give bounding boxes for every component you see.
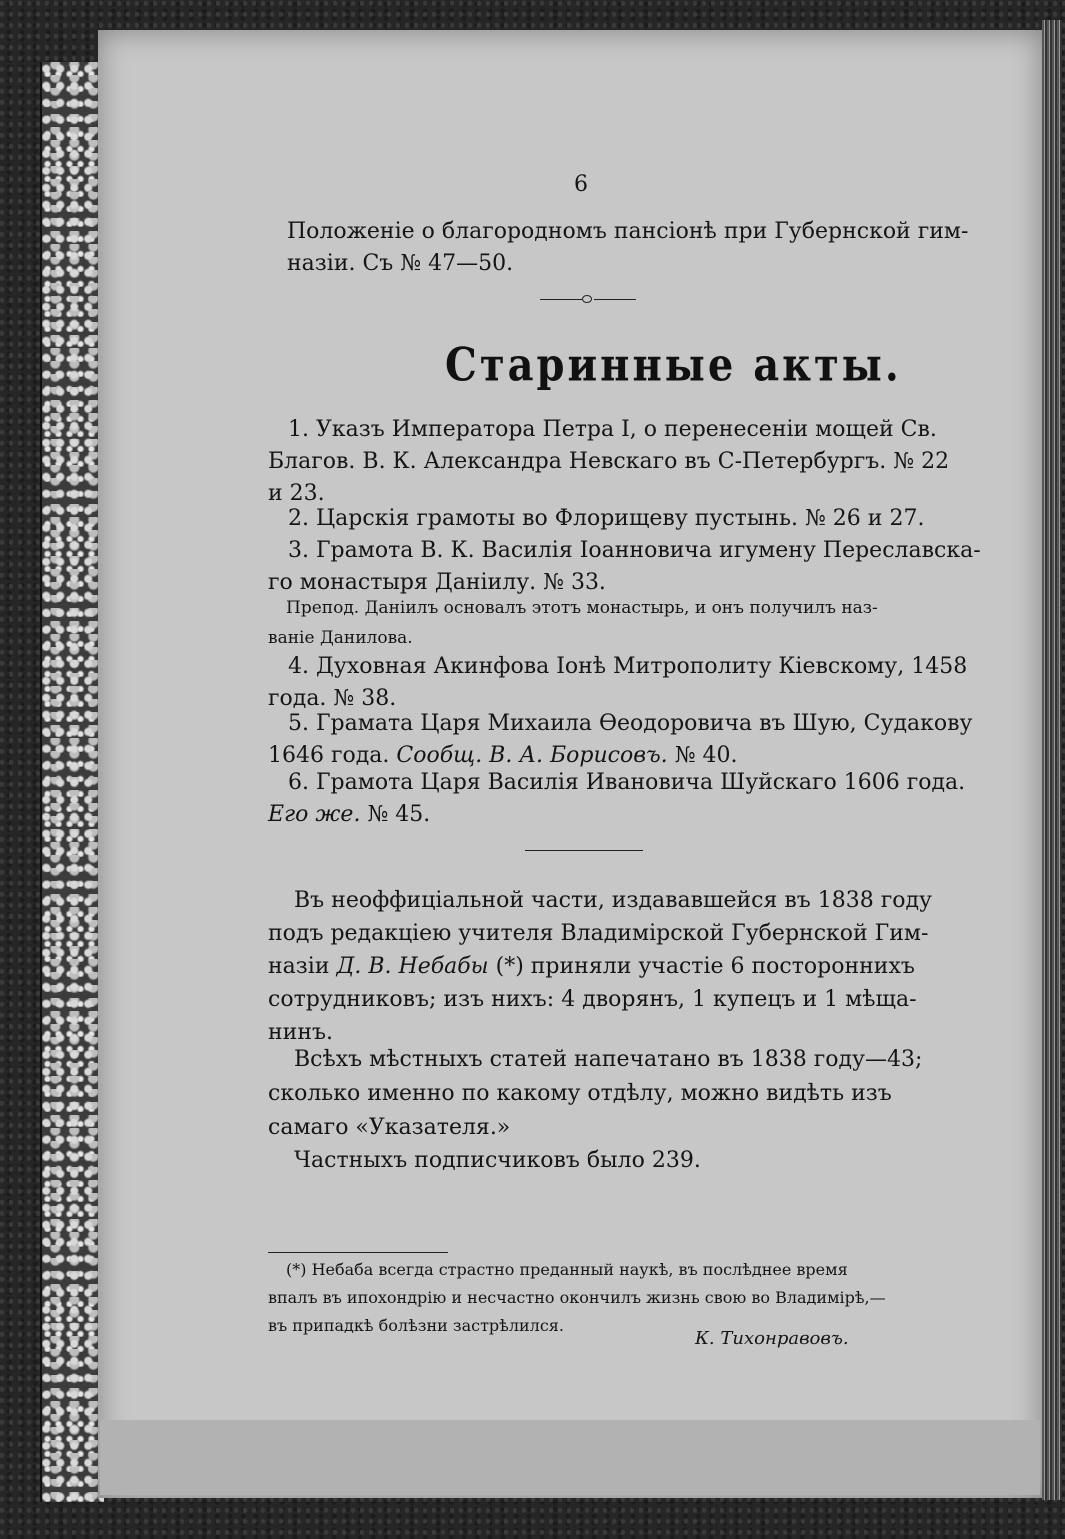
act-4-line-1: 4. Духовная Акинфова Іонѣ Митрополиту Кіевскому, 1458	[288, 654, 968, 679]
act-3-line-2: го монастыря Даніилу. № 33.	[268, 570, 606, 595]
act-6-line-1: 6. Грамота Царя Василія Ивановича Шуйскаго 1606 года.	[288, 770, 966, 795]
p1-line-3	[268, 950, 915, 983]
p1-line-4: сотрудниковъ; изъ нихъ: 4 дворянъ, 1 купецъ и 1 мѣща-	[268, 987, 917, 1012]
section-divider	[525, 850, 643, 851]
act-4	[268, 651, 968, 715]
act-2	[288, 503, 925, 535]
act-2-line-1: 2. Царскія грамоты во Флорищеву пустынь. № 26 и 27.	[288, 506, 925, 531]
act-3-line-1: 3. Грамота В. К. Василія Іоанновича игумену Переславска-	[288, 538, 981, 563]
act-6-source: Его же.	[268, 802, 361, 827]
p2-line-2: сколько именно по какому отдѣлу, можно видѣть изъ	[268, 1081, 892, 1106]
footnote-line-3: въ припадкѣ болѣзни застрѣлился.	[268, 1316, 564, 1335]
act-1-line-2: Благов. В. К. Александра Невскаго въ С-Петербургъ. № 22	[268, 449, 950, 474]
underlying-page	[100, 1420, 1040, 1495]
page-stack-edge	[1042, 20, 1062, 1500]
act-3-note-line-1: Препод. Даніилъ основалъ этотъ монастырь, и онъ получилъ наз-	[286, 598, 878, 618]
body-paragraph-2	[268, 1043, 923, 1145]
footnote-rule	[268, 1252, 448, 1253]
signature: К. Тихонравовъ.	[695, 1328, 849, 1349]
act-5	[268, 708, 973, 772]
act-4-line-2: года. № 38.	[268, 686, 397, 711]
act-3	[268, 535, 981, 599]
intro-line-1: Положеніе о благородномъ пансіонѣ при Губернской гим-	[287, 219, 969, 244]
act-6	[268, 767, 966, 831]
act-5-source: Сообщ. В. А. Борисовъ.	[396, 743, 668, 768]
p3-line-1: Частныхъ подписчиковъ было 239.	[294, 1148, 701, 1173]
p1-line-5: нинъ.	[268, 1020, 333, 1045]
act-3-note	[268, 593, 900, 653]
ornament-center	[582, 295, 592, 303]
intro-paragraph	[287, 216, 969, 280]
p2-line-3: самаго «Указателя.»	[268, 1115, 511, 1140]
ornament-rule-right	[594, 299, 636, 300]
intro-line-2: назіи. Съ № 47—50.	[287, 251, 514, 276]
p1-line-3-author: Д. В. Небабы	[336, 954, 489, 979]
act-5-year: 1646 года.	[268, 743, 390, 768]
body-paragraph-1	[268, 884, 932, 1049]
p1-line-3-start: назіи	[268, 954, 330, 979]
act-5-line-1: 5. Грамата Царя Михаила Ѳеодоровича въ Шую, Судакову	[288, 711, 973, 736]
section-title: Старинные акты.	[445, 338, 902, 393]
act-1-line-3: и 23.	[268, 481, 325, 506]
body-paragraph-3	[268, 1145, 900, 1177]
act-6-line-2	[268, 799, 900, 831]
p1-line-1: Въ неоффиціальной части, издававшейся въ 1838 году	[294, 888, 932, 913]
footnote-line-1: (*) Небаба всегда страстно преданный наукѣ, въ послѣднее время	[286, 1260, 848, 1279]
p1-line-2: подъ редакціею учителя Владимірской Губернской Гим-	[268, 921, 929, 946]
page-number: 6	[574, 172, 588, 197]
act-5-number: № 40.	[674, 743, 738, 768]
act-1	[268, 414, 950, 510]
marbled-cover-edge	[40, 62, 104, 1502]
p2-line-1: Всѣхъ мѣстныхъ статей напечатано въ 1838 году—43;	[294, 1047, 923, 1072]
p1-line-3-end: (*) приняли участіе 6 постороннихъ	[495, 954, 915, 979]
footnote-line-2: впалъ въ ипохондрію и несчастно окончилъ жизнь свою во Владимірѣ,—	[268, 1288, 886, 1307]
act-6-number: № 45.	[367, 802, 431, 827]
act-3-note-line-2: ваніе Данилова.	[268, 628, 413, 648]
act-1-line-1: 1. Указъ Императора Петра I, о перенесеніи мощей Св.	[288, 417, 937, 442]
ornament-rule-left	[540, 299, 582, 300]
